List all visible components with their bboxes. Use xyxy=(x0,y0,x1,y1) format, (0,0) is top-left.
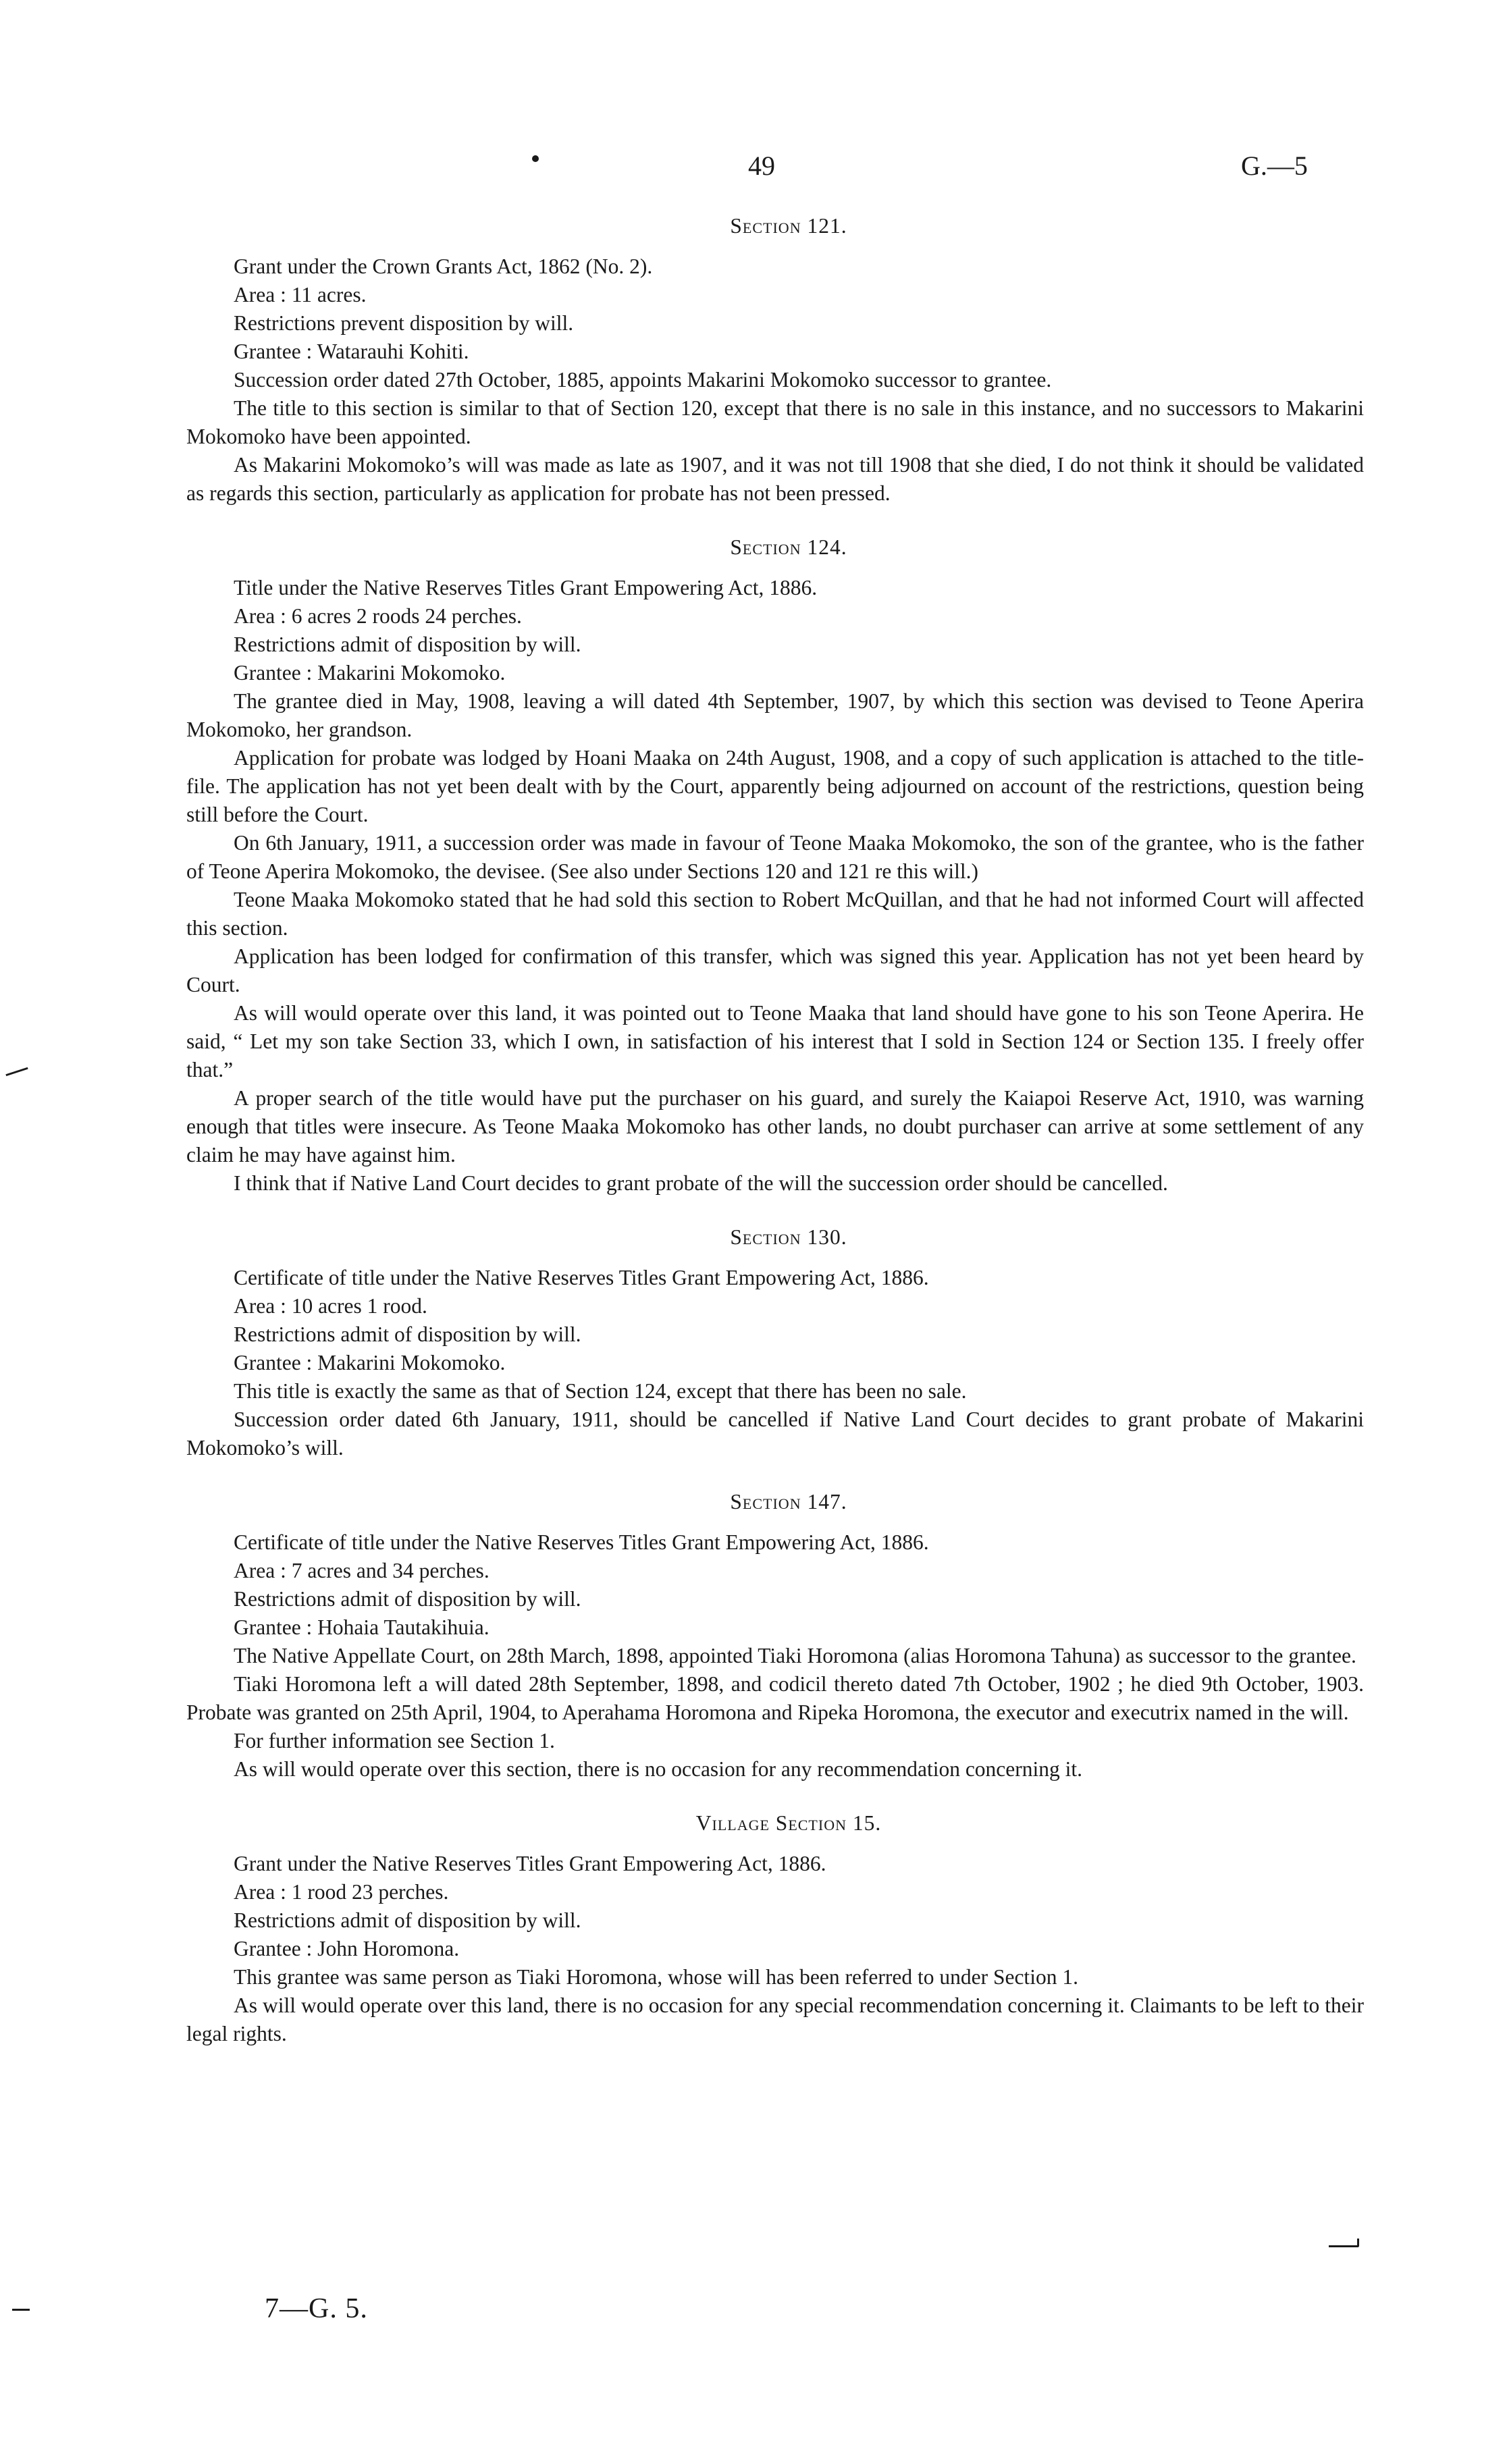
document-section xyxy=(186,1223,1364,1462)
section-title: Section 124. xyxy=(730,535,847,559)
record-line: Succession order dated 27th October, 1885, appoints Makarini Mokomoko successor to grantee. xyxy=(234,368,1052,392)
body-paragraph: As will would operate over this land, there is no occasion for any special recommendation concerning it. Claimants to be left to their legal rights. xyxy=(186,1993,1364,2045)
document-reference: G.—5 xyxy=(1241,151,1308,181)
body-paragraph: I think that if Native Land Court decides to grant probate of the will the succession order should be cancelled. xyxy=(234,1171,1168,1195)
body-paragraph: A proper search of the title would have put the purchaser on his guard, and surely the Kaiapoi Reserve Act, 1910, was warning enough that titles were insecure. As Teone Maaka Mokomoko has other lands, no doubt purchaser can arrive at some settlement of any claim he may have against him. xyxy=(186,1086,1364,1167)
record-line: Grant under the Crown Grants Act, 1862 (No. 2). xyxy=(234,255,653,278)
record-line: Grantee : Watarauhi Kohiti. xyxy=(234,340,469,363)
document-section xyxy=(186,1809,1364,2048)
record-line: This title is exactly the same as that of Section 124, except that there has been no sale. xyxy=(234,1379,967,1403)
body-paragraph: The title to this section is similar to that of Section 120, except that there is no sale in this instance, and no successors to Makarini Mokomoko have been appointed. xyxy=(186,396,1364,448)
body-paragraph: Tiaki Horomona left a will dated 28th September, 1898, and codicil thereto dated 7th October, 1902 ; he died 9th October, 1903. Probate was granted on 25th April, 1904, to Aperahama Horomona and Ripeka Horomona, the executor and executrix named in the will. xyxy=(186,1672,1364,1724)
record-line: Restrictions admit of disposition by will. xyxy=(234,633,581,656)
signature-mark: 7—G. 5. xyxy=(265,2293,368,2324)
scan-mark xyxy=(5,1067,28,1076)
record-line: Area : 7 acres and 34 perches. xyxy=(234,1559,490,1582)
record-line: Restrictions prevent disposition by will. xyxy=(234,311,574,335)
record-line: Certificate of title under the Native Reserves Titles Grant Empowering Act, 1886. xyxy=(234,1266,929,1289)
page-header xyxy=(0,150,1507,190)
record-line: Grantee : John Horomona. xyxy=(234,1937,460,1960)
record-line: Restrictions admit of disposition by will. xyxy=(234,1322,581,1346)
body-paragraph: Teone Maaka Mokomoko stated that he had sold this section to Robert McQuillan, and that he had not informed Court will affected this section. xyxy=(186,888,1364,940)
scan-mark xyxy=(12,2309,30,2311)
document-section xyxy=(186,533,1364,1198)
record-line: For further information see Section 1. xyxy=(234,1729,555,1752)
record-line: Certificate of title under the Native Reserves Titles Grant Empowering Act, 1886. xyxy=(234,1530,929,1554)
body-paragraph: As Makarini Mokomoko’s will was made as late as 1907, and it was not till 1908 that she died, I do not think it should be validated as regards this section, particularly as application for probate has not been pressed. xyxy=(186,453,1364,505)
record-line: Title under the Native Reserves Titles Grant Empowering Act, 1886. xyxy=(234,576,818,599)
body-paragraph: As will would operate over this land, it was pointed out to Teone Maaka that land should have gone to his son Teone Aperira. He said, “ Let my son take Section 33, which I own, in satisfaction of his interest that I sold in Section 124 or Section 135. I freely offer that.” xyxy=(186,1001,1364,1081)
document-section xyxy=(186,212,1364,508)
body-paragraph: On 6th January, 1911, a succession order was made in favour of Teone Maaka Mokomoko, the son of the grantee, who is the father of Teone Aperira Mokomoko, the devisee. (See also under Sections 120 and 121 re this will.) xyxy=(186,831,1364,883)
document-body xyxy=(186,212,1364,2048)
record-line: Restrictions admit of disposition by will. xyxy=(234,1587,581,1611)
record-line: This grantee was same person as Tiaki Horomona, whose will has been referred to under Section 1. xyxy=(234,1965,1078,1989)
body-paragraph: Application for probate was lodged by Hoani Maaka on 24th August, 1908, and a copy of such application is attached to the title-file. The application has not yet been dealt with by the Court, apparently being adjourned on account of the restrictions, question being still before the Court. xyxy=(186,746,1364,826)
page-number: 49 xyxy=(748,151,775,181)
record-line: Area : 10 acres 1 rood. xyxy=(234,1294,427,1318)
ink-dot xyxy=(532,155,539,162)
record-line: Grantee : Hohaia Tautakihuia. xyxy=(234,1615,490,1639)
record-line: Area : 1 rood 23 perches. xyxy=(234,1880,449,1904)
body-paragraph: The grantee died in May, 1908, leaving a will dated 4th September, 1907, by which this section was devised to Teone Aperira Mokomoko, her grandson. xyxy=(186,689,1364,741)
record-line: Restrictions admit of disposition by will. xyxy=(234,1908,581,1932)
section-title: Section 130. xyxy=(730,1225,847,1249)
scan-mark xyxy=(1329,2245,1358,2247)
scan-mark xyxy=(1357,2239,1359,2247)
body-paragraph: Application has been lodged for confirmation of this transfer, which was signed this year. Application has not yet been heard by Court. xyxy=(186,944,1364,996)
record-line: Area : 11 acres. xyxy=(234,283,367,306)
section-title: Village Section 15. xyxy=(695,1811,882,1835)
body-paragraph: The Native Appellate Court, on 28th March, 1898, appointed Tiaki Horomona (alias Horomona Tahuna) as successor to the grantee. xyxy=(234,1644,1356,1667)
record-line: Grantee : Makarini Mokomoko. xyxy=(234,661,506,685)
body-paragraph: Succession order dated 6th January, 1911, should be cancelled if Native Land Court decides to grant probate of Makarini Mokomoko’s will. xyxy=(186,1408,1364,1459)
record-line: Grant under the Native Reserves Titles Grant Empowering Act, 1886. xyxy=(234,1852,826,1875)
record-line: As will would operate over this section, there is no occasion for any recommendation concerning it. xyxy=(234,1757,1083,1781)
record-line: Grantee : Makarini Mokomoko. xyxy=(234,1351,506,1374)
document-section xyxy=(186,1488,1364,1784)
section-title: Section 147. xyxy=(730,1490,847,1514)
record-line: Area : 6 acres 2 roods 24 perches. xyxy=(234,604,522,628)
section-title: Section 121. xyxy=(730,214,847,238)
